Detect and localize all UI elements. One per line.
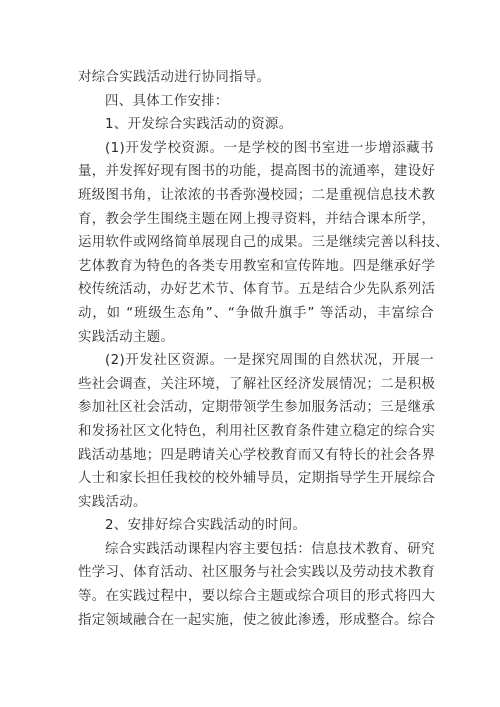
text-line: 对综合实践活动进行协同指导。	[78, 70, 271, 85]
text-line: 2、安排好综合实践活动的时间。	[105, 518, 307, 534]
text-line: 性学习、体育活动、社区服务与社会实践以及劳动技术教育	[78, 565, 436, 581]
text-line: (2)开发社区资源。一是探究周围的自然状况，开展一	[105, 353, 434, 369]
text-line: 参加社区社会活动，定期带领学生参加服务活动；三是继承	[78, 400, 436, 416]
text-line: 践活动基地；四是聘请关心学校教育而又有特长的社会各界	[78, 447, 436, 463]
text-line: 量，并发挥好现有图书的功能，提高图书的流通率，建设好	[78, 164, 436, 180]
text-line: 育，教会学生围绕主题在网上搜寻资料，并结合课本所学，	[78, 211, 436, 227]
text-line: 等。在实践过程中，要以综合主题或综合项目的形式将四大	[78, 589, 436, 605]
text-line: 综合实践活动课程内容主要包括：信息技术教育、研究	[105, 541, 435, 557]
text-line: 艺体教育为特色的各类专用教室和宣传阵地。四是继承好学	[78, 258, 436, 274]
text-line: 运用软件或网络简单展现自己的成果。三是继续完善以科技、	[78, 235, 449, 251]
text-line: 校传统活动，办好艺术节、体育节。五是结合少先队系列活	[78, 282, 436, 298]
text-line: 人士和家长担任我校的校外辅导员，定期指导学生开展综合	[78, 471, 436, 487]
text-line: 指定领域融合在一起实施，使之彼此渗透，形成整合。综合	[78, 612, 436, 628]
text-line: 班级图书角，让浓浓的书香弥漫校园；二是重视信息技术教	[78, 187, 436, 203]
document-page	[78, 66, 449, 632]
text-line: 动，如 “班级生态角”、“争做升旗手” 等活动，丰富综合	[78, 305, 434, 321]
text-line: 些社会调查，关注环境，了解社区经济发展情况；二是积极	[78, 376, 436, 392]
text-line: 四、具体工作安排：	[105, 93, 229, 109]
text-line: 实践活动。	[78, 494, 147, 510]
text-line: 实践活动主题。	[78, 329, 175, 345]
text-line: (1)开发学校资源。一是学校的图书室进一步增添藏书	[105, 140, 434, 156]
text-line: 1、开发综合实践活动的资源。	[105, 117, 293, 133]
text-line: 和发扬社区文化特色，利用社区教育条件建立稳定的综合实	[78, 423, 436, 439]
